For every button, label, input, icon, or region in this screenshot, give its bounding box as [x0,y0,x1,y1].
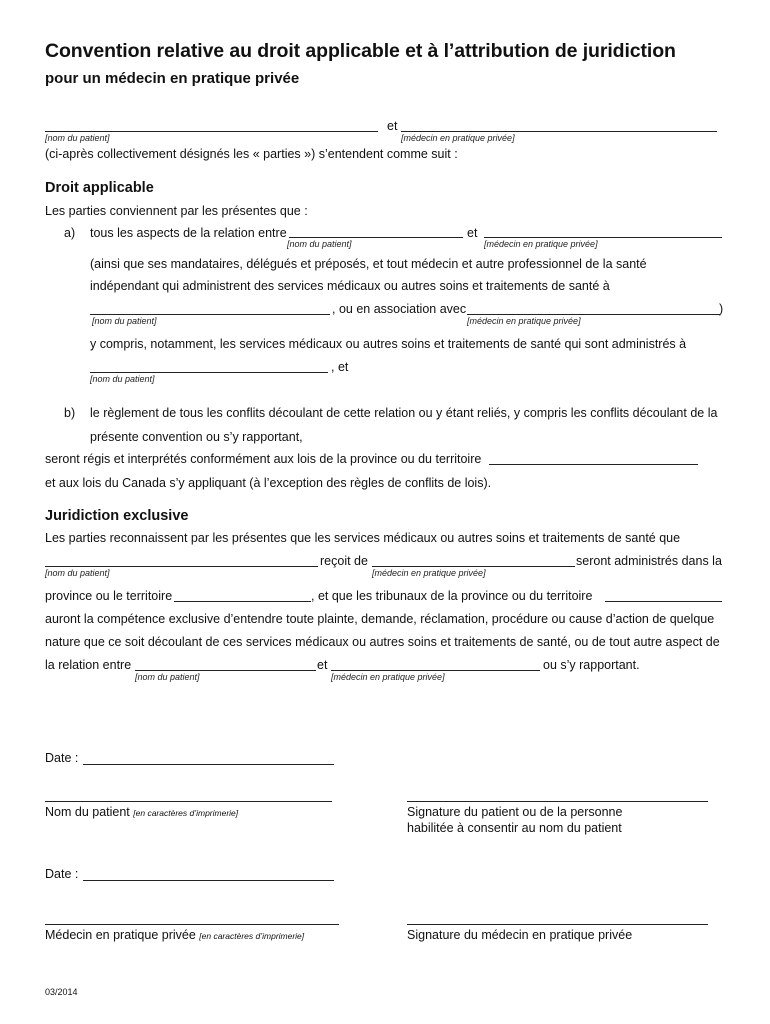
item-a-marker: a) [64,226,76,240]
governing-law-lead: Les parties conviennent par les présentes que : [45,204,308,218]
j-patient-caption-2: [nom du patient] [135,672,200,682]
a-and-text: et [467,226,478,240]
and-text: et [387,119,398,133]
patient-caption: [nom du patient] [45,133,110,143]
patient-signature-label-2: habilitée à consentir au nom du patient [407,821,622,835]
jurisdiction-line4: auront la compétence exclusive d’entendre toute plainte, demande, réclamation, procédure ou cause d’action de quelque [45,612,715,626]
province-field[interactable] [489,464,698,481]
a-line3: indépendant qui administrent des services médicaux ou autres soins et traitements de santé à [90,279,610,293]
patient-signature-label: Signature du patient ou de la personne [407,805,623,819]
a-association-text: , ou en association avec [332,302,467,316]
item-b-text-2: présente convention ou s’y rapportant, [90,430,303,444]
date-label-patient: Date : [45,751,79,765]
a-doctor-caption-2: [médecin en pratique privée] [467,316,581,326]
jurisdiction-lead: Les parties reconnaissent par les présentes que les services médicaux ou autres soins et traitements de santé que [45,531,681,545]
relating-text: ou s’y rapportant. [543,658,640,672]
patient-name-label-text: Nom du patient [45,805,130,819]
print-caption-2: [en caractères d’imprimerie] [199,931,305,941]
courts-text: , et que les tribunaux de la province ou du territoire [311,589,593,603]
page-title: Convention relative au droit applicable et à l’attribution de juridiction [45,40,676,62]
doctor-name-label [45,928,304,944]
a-doctor-caption: [médecin en pratique privée] [484,239,598,249]
parties-text: (ci-après collectivement désignés les « parties ») s’entendent comme suit : [45,147,458,161]
jurisdiction-heading: Juridiction exclusive [45,508,189,524]
a-patient-caption-3: [nom du patient] [90,374,155,384]
a-patient-caption: [nom du patient] [287,239,352,249]
patient-date-field[interactable] [83,764,334,781]
relation-between-text: la relation entre [45,658,132,672]
item-b-text: le règlement de tous les conflits découlant de cette relation ou y étant reliés, y compris les conflits découlant de la [90,406,718,420]
a-line5: y compris, notamment, les services médicaux ou autres soins et traitements de santé qui sont administrés à [90,337,687,351]
j-doctor-caption: [médecin en pratique privée] [372,568,486,578]
province-label: province ou le territoire [45,589,173,603]
doctor-date-field[interactable] [83,880,334,897]
jurisdiction-line5: nature que ce soit découlant de ces services médicaux ou autres soins et traitements de santé, ou de tout autre aspect de [45,635,720,649]
a-line2: (ainsi que ses mandataires, délégués et préposés, et tout médecin et autre professionnel de la santé [90,257,647,271]
item-a-text: tous les aspects de la relation entre [90,226,287,240]
governing-law-heading: Droit applicable [45,180,154,196]
administered-in-text: seront administrés dans la [576,554,722,568]
a-and-end: , et [331,360,349,374]
item-b-marker: b) [64,406,76,420]
page-subtitle: pour un médecin en pratique privée [45,70,300,87]
laws-line2: et aux lois du Canada s’y appliquant (à l’exception des règles de conflits de lois). [45,476,492,490]
doctor-caption: [médecin en pratique privée] [401,133,515,143]
j-doctor-caption-2: [médecin en pratique privée] [331,672,445,682]
a-close-paren: ) [719,302,724,316]
patient-name-label [45,805,238,821]
print-caption: [en caractères d’imprimerie] [133,808,239,818]
doctor-signature-label: Signature du médecin en pratique privée [407,928,633,942]
form-date: 03/2014 [45,987,78,997]
a-patient-caption-2: [nom du patient] [92,316,157,326]
receives-from-text: reçoit de [320,554,368,568]
j-patient-caption: [nom du patient] [45,568,110,578]
doctor-name-label-text: Médecin en pratique privée [45,928,196,942]
j-and-text: et [317,658,328,672]
date-label-doctor: Date : [45,867,79,881]
laws-line1: seront régis et interprétés conformément aux lois de la province ou du territoire [45,452,482,466]
